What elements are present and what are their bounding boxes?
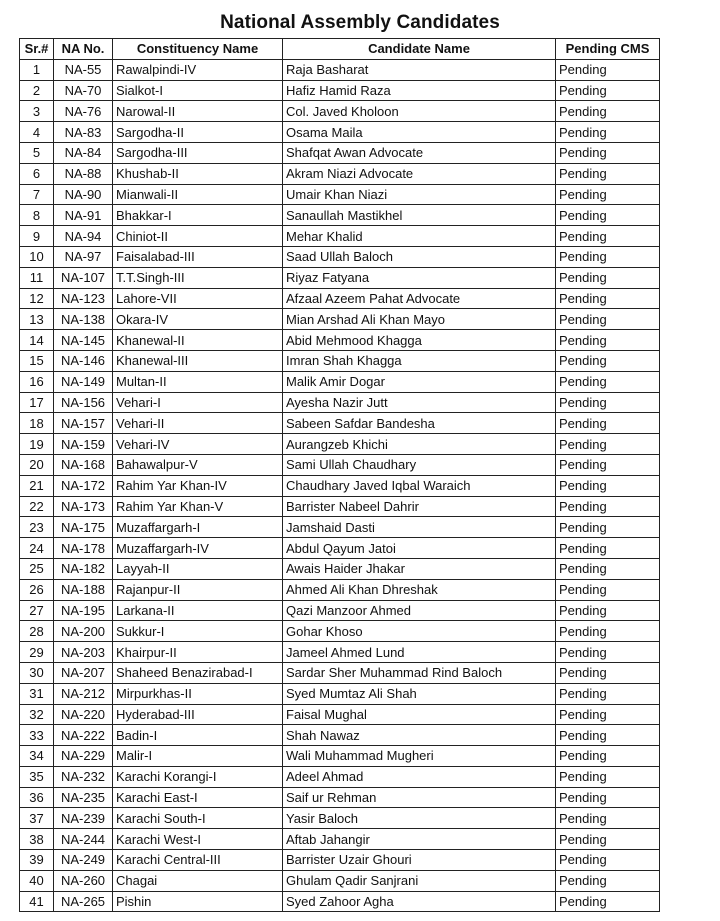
header-serial: Sr.# bbox=[20, 39, 54, 60]
cell-constituency: Okara-IV bbox=[113, 309, 283, 330]
cell-constituency: Mirpurkhas-II bbox=[113, 683, 283, 704]
cell-candidate: Akram Niazi Advocate bbox=[283, 163, 556, 184]
cell-na-no: NA-94 bbox=[54, 226, 113, 247]
cell-na-no: NA-178 bbox=[54, 538, 113, 559]
cell-constituency: Layyah-II bbox=[113, 558, 283, 579]
cell-constituency: Karachi Korangi-I bbox=[113, 766, 283, 787]
table-row bbox=[20, 59, 660, 80]
cell-serial: 33 bbox=[20, 725, 54, 746]
cell-pending-status: Pending bbox=[556, 350, 660, 371]
table-row bbox=[20, 142, 660, 163]
cell-na-no: NA-91 bbox=[54, 205, 113, 226]
cell-constituency: Narowal-II bbox=[113, 101, 283, 122]
cell-na-no: NA-168 bbox=[54, 454, 113, 475]
document-title: National Assembly Candidates bbox=[220, 12, 500, 33]
cell-constituency: Vehari-IV bbox=[113, 434, 283, 455]
cell-constituency: Khanewal-II bbox=[113, 330, 283, 351]
cell-constituency: Vehari-I bbox=[113, 392, 283, 413]
cell-constituency: Khushab-II bbox=[113, 163, 283, 184]
cell-candidate: Imran Shah Khagga bbox=[283, 350, 556, 371]
cell-pending-status: Pending bbox=[556, 787, 660, 808]
cell-serial: 38 bbox=[20, 829, 54, 850]
cell-pending-status: Pending bbox=[556, 870, 660, 891]
table-row bbox=[20, 496, 660, 517]
cell-candidate: Sabeen Safdar Bandesha bbox=[283, 413, 556, 434]
table-row bbox=[20, 267, 660, 288]
table-row bbox=[20, 80, 660, 101]
cell-serial: 3 bbox=[20, 101, 54, 122]
cell-serial: 35 bbox=[20, 766, 54, 787]
cell-pending-status: Pending bbox=[556, 538, 660, 559]
table-row bbox=[20, 454, 660, 475]
cell-candidate: Aftab Jahangir bbox=[283, 829, 556, 850]
cell-constituency: Rawalpindi-IV bbox=[113, 59, 283, 80]
cell-pending-status: Pending bbox=[556, 517, 660, 538]
table-row bbox=[20, 746, 660, 767]
cell-serial: 1 bbox=[20, 59, 54, 80]
cell-serial: 8 bbox=[20, 205, 54, 226]
cell-candidate: Saad Ullah Baloch bbox=[283, 246, 556, 267]
cell-serial: 26 bbox=[20, 579, 54, 600]
cell-na-no: NA-232 bbox=[54, 766, 113, 787]
cell-candidate: Barrister Nabeel Dahrir bbox=[283, 496, 556, 517]
cell-candidate: Shafqat Awan Advocate bbox=[283, 142, 556, 163]
cell-na-no: NA-149 bbox=[54, 371, 113, 392]
cell-serial: 34 bbox=[20, 746, 54, 767]
cell-pending-status: Pending bbox=[556, 59, 660, 80]
cell-na-no: NA-76 bbox=[54, 101, 113, 122]
cell-na-no: NA-203 bbox=[54, 642, 113, 663]
header-constituency: Constituency Name bbox=[113, 39, 283, 60]
table-row bbox=[20, 579, 660, 600]
cell-serial: 29 bbox=[20, 642, 54, 663]
cell-candidate: Abid Mehmood Khagga bbox=[283, 330, 556, 351]
cell-na-no: NA-260 bbox=[54, 870, 113, 891]
cell-serial: 17 bbox=[20, 392, 54, 413]
cell-na-no: NA-220 bbox=[54, 704, 113, 725]
cell-serial: 40 bbox=[20, 870, 54, 891]
cell-candidate: Malik Amir Dogar bbox=[283, 371, 556, 392]
cell-pending-status: Pending bbox=[556, 205, 660, 226]
cell-pending-status: Pending bbox=[556, 891, 660, 912]
cell-serial: 32 bbox=[20, 704, 54, 725]
table-row bbox=[20, 642, 660, 663]
cell-serial: 28 bbox=[20, 621, 54, 642]
cell-candidate: Gohar Khoso bbox=[283, 621, 556, 642]
cell-na-no: NA-145 bbox=[54, 330, 113, 351]
table-row bbox=[20, 392, 660, 413]
cell-na-no: NA-244 bbox=[54, 829, 113, 850]
cell-constituency: Bahawalpur-V bbox=[113, 454, 283, 475]
cell-na-no: NA-159 bbox=[54, 434, 113, 455]
cell-candidate: Mehar Khalid bbox=[283, 226, 556, 247]
cell-candidate: Sami Ullah Chaudhary bbox=[283, 454, 556, 475]
cell-candidate: Faisal Mughal bbox=[283, 704, 556, 725]
cell-serial: 24 bbox=[20, 538, 54, 559]
table-row bbox=[20, 350, 660, 371]
cell-pending-status: Pending bbox=[556, 683, 660, 704]
cell-pending-status: Pending bbox=[556, 142, 660, 163]
table-row bbox=[20, 434, 660, 455]
cell-na-no: NA-88 bbox=[54, 163, 113, 184]
cell-serial: 2 bbox=[20, 80, 54, 101]
cell-constituency: Rajanpur-II bbox=[113, 579, 283, 600]
cell-constituency: Rahim Yar Khan-IV bbox=[113, 475, 283, 496]
cell-serial: 19 bbox=[20, 434, 54, 455]
cell-constituency: Hyderabad-III bbox=[113, 704, 283, 725]
cell-na-no: NA-146 bbox=[54, 350, 113, 371]
cell-candidate: Jameel Ahmed Lund bbox=[283, 642, 556, 663]
cell-serial: 5 bbox=[20, 142, 54, 163]
cell-constituency: Muzaffargarh-IV bbox=[113, 538, 283, 559]
cell-constituency: Karachi Central-III bbox=[113, 850, 283, 871]
cell-candidate: Raja Basharat bbox=[283, 59, 556, 80]
table-row bbox=[20, 517, 660, 538]
table-row bbox=[20, 725, 660, 746]
cell-serial: 13 bbox=[20, 309, 54, 330]
cell-pending-status: Pending bbox=[556, 600, 660, 621]
table-row bbox=[20, 683, 660, 704]
cell-serial: 18 bbox=[20, 413, 54, 434]
cell-pending-status: Pending bbox=[556, 642, 660, 663]
cell-na-no: NA-156 bbox=[54, 392, 113, 413]
cell-constituency: Karachi West-I bbox=[113, 829, 283, 850]
cell-constituency: Rahim Yar Khan-V bbox=[113, 496, 283, 517]
cell-serial: 14 bbox=[20, 330, 54, 351]
cell-pending-status: Pending bbox=[556, 558, 660, 579]
table-row bbox=[20, 101, 660, 122]
cell-constituency: Mianwali-II bbox=[113, 184, 283, 205]
cell-pending-status: Pending bbox=[556, 267, 660, 288]
table-row bbox=[20, 850, 660, 871]
table-row bbox=[20, 226, 660, 247]
cell-pending-status: Pending bbox=[556, 579, 660, 600]
cell-candidate: Jamshaid Dasti bbox=[283, 517, 556, 538]
table-row bbox=[20, 371, 660, 392]
table-body bbox=[20, 59, 660, 912]
cell-pending-status: Pending bbox=[556, 392, 660, 413]
cell-pending-status: Pending bbox=[556, 829, 660, 850]
cell-serial: 16 bbox=[20, 371, 54, 392]
cell-na-no: NA-55 bbox=[54, 59, 113, 80]
cell-pending-status: Pending bbox=[556, 850, 660, 871]
cell-constituency: Multan-II bbox=[113, 371, 283, 392]
cell-constituency: Khairpur-II bbox=[113, 642, 283, 663]
cell-serial: 4 bbox=[20, 122, 54, 143]
cell-candidate: Sardar Sher Muhammad Rind Baloch bbox=[283, 662, 556, 683]
candidates-table bbox=[19, 38, 660, 912]
cell-na-no: NA-188 bbox=[54, 579, 113, 600]
table-row bbox=[20, 246, 660, 267]
cell-na-no: NA-229 bbox=[54, 746, 113, 767]
cell-constituency: Sialkot-I bbox=[113, 80, 283, 101]
cell-pending-status: Pending bbox=[556, 101, 660, 122]
cell-serial: 7 bbox=[20, 184, 54, 205]
cell-na-no: NA-157 bbox=[54, 413, 113, 434]
cell-candidate: Ayesha Nazir Jutt bbox=[283, 392, 556, 413]
cell-pending-status: Pending bbox=[556, 746, 660, 767]
cell-na-no: NA-84 bbox=[54, 142, 113, 163]
cell-serial: 27 bbox=[20, 600, 54, 621]
table-row bbox=[20, 558, 660, 579]
cell-constituency: Sargodha-III bbox=[113, 142, 283, 163]
table-row bbox=[20, 288, 660, 309]
cell-pending-status: Pending bbox=[556, 808, 660, 829]
table-row bbox=[20, 829, 660, 850]
cell-constituency: Khanewal-III bbox=[113, 350, 283, 371]
table-row bbox=[20, 808, 660, 829]
table-row bbox=[20, 330, 660, 351]
table-row bbox=[20, 475, 660, 496]
cell-candidate: Syed Zahoor Agha bbox=[283, 891, 556, 912]
cell-constituency: Faisalabad-III bbox=[113, 246, 283, 267]
table-header-row bbox=[20, 39, 660, 60]
cell-serial: 23 bbox=[20, 517, 54, 538]
table-row bbox=[20, 600, 660, 621]
cell-candidate: Osama Maila bbox=[283, 122, 556, 143]
cell-serial: 15 bbox=[20, 350, 54, 371]
table-row bbox=[20, 309, 660, 330]
cell-serial: 6 bbox=[20, 163, 54, 184]
cell-na-no: NA-107 bbox=[54, 267, 113, 288]
table-row bbox=[20, 891, 660, 912]
cell-pending-status: Pending bbox=[556, 496, 660, 517]
cell-constituency: Chagai bbox=[113, 870, 283, 891]
cell-constituency: Shaheed Benazirabad-I bbox=[113, 662, 283, 683]
cell-na-no: NA-83 bbox=[54, 122, 113, 143]
cell-constituency: Bhakkar-I bbox=[113, 205, 283, 226]
cell-constituency: Chiniot-II bbox=[113, 226, 283, 247]
cell-na-no: NA-138 bbox=[54, 309, 113, 330]
table-row bbox=[20, 766, 660, 787]
cell-na-no: NA-222 bbox=[54, 725, 113, 746]
cell-pending-status: Pending bbox=[556, 704, 660, 725]
header-na-no: NA No. bbox=[54, 39, 113, 60]
cell-constituency: Badin-I bbox=[113, 725, 283, 746]
table-row bbox=[20, 704, 660, 725]
cell-pending-status: Pending bbox=[556, 434, 660, 455]
cell-serial: 41 bbox=[20, 891, 54, 912]
cell-na-no: NA-195 bbox=[54, 600, 113, 621]
cell-pending-status: Pending bbox=[556, 122, 660, 143]
cell-candidate: Saif ur Rehman bbox=[283, 787, 556, 808]
cell-serial: 12 bbox=[20, 288, 54, 309]
cell-na-no: NA-173 bbox=[54, 496, 113, 517]
cell-pending-status: Pending bbox=[556, 371, 660, 392]
cell-candidate: Hafiz Hamid Raza bbox=[283, 80, 556, 101]
cell-candidate: Riyaz Fatyana bbox=[283, 267, 556, 288]
cell-candidate: Ahmed Ali Khan Dhreshak bbox=[283, 579, 556, 600]
cell-candidate: Ghulam Qadir Sanjrani bbox=[283, 870, 556, 891]
cell-na-no: NA-70 bbox=[54, 80, 113, 101]
header-pending-cms: Pending CMS bbox=[556, 39, 660, 60]
cell-serial: 22 bbox=[20, 496, 54, 517]
table-row bbox=[20, 787, 660, 808]
table-row bbox=[20, 538, 660, 559]
cell-candidate: Yasir Baloch bbox=[283, 808, 556, 829]
cell-constituency: Sukkur-I bbox=[113, 621, 283, 642]
cell-pending-status: Pending bbox=[556, 454, 660, 475]
cell-pending-status: Pending bbox=[556, 725, 660, 746]
cell-candidate: Qazi Manzoor Ahmed bbox=[283, 600, 556, 621]
cell-pending-status: Pending bbox=[556, 246, 660, 267]
cell-constituency: T.T.Singh-III bbox=[113, 267, 283, 288]
cell-na-no: NA-239 bbox=[54, 808, 113, 829]
cell-pending-status: Pending bbox=[556, 226, 660, 247]
cell-na-no: NA-182 bbox=[54, 558, 113, 579]
cell-serial: 39 bbox=[20, 850, 54, 871]
cell-serial: 31 bbox=[20, 683, 54, 704]
cell-serial: 25 bbox=[20, 558, 54, 579]
cell-candidate: Shah Nawaz bbox=[283, 725, 556, 746]
cell-candidate: Syed Mumtaz Ali Shah bbox=[283, 683, 556, 704]
cell-na-no: NA-235 bbox=[54, 787, 113, 808]
cell-serial: 10 bbox=[20, 246, 54, 267]
cell-pending-status: Pending bbox=[556, 80, 660, 101]
cell-na-no: NA-212 bbox=[54, 683, 113, 704]
cell-na-no: NA-200 bbox=[54, 621, 113, 642]
cell-candidate: Umair Khan Niazi bbox=[283, 184, 556, 205]
cell-constituency: Karachi East-I bbox=[113, 787, 283, 808]
cell-na-no: NA-97 bbox=[54, 246, 113, 267]
cell-constituency: Malir-I bbox=[113, 746, 283, 767]
table-row bbox=[20, 122, 660, 143]
cell-pending-status: Pending bbox=[556, 475, 660, 496]
cell-constituency: Sargodha-II bbox=[113, 122, 283, 143]
cell-candidate: Adeel Ahmad bbox=[283, 766, 556, 787]
table-row bbox=[20, 163, 660, 184]
table-row bbox=[20, 621, 660, 642]
cell-pending-status: Pending bbox=[556, 330, 660, 351]
cell-constituency: Muzaffargarh-I bbox=[113, 517, 283, 538]
cell-candidate: Abdul Qayum Jatoi bbox=[283, 538, 556, 559]
table-row bbox=[20, 413, 660, 434]
cell-candidate: Mian Arshad Ali Khan Mayo bbox=[283, 309, 556, 330]
cell-candidate: Chaudhary Javed Iqbal Waraich bbox=[283, 475, 556, 496]
cell-constituency: Larkana-II bbox=[113, 600, 283, 621]
cell-serial: 11 bbox=[20, 267, 54, 288]
cell-pending-status: Pending bbox=[556, 163, 660, 184]
cell-serial: 30 bbox=[20, 662, 54, 683]
cell-candidate: Aurangzeb Khichi bbox=[283, 434, 556, 455]
cell-serial: 21 bbox=[20, 475, 54, 496]
cell-na-no: NA-207 bbox=[54, 662, 113, 683]
table-row bbox=[20, 184, 660, 205]
header-candidate: Candidate Name bbox=[283, 39, 556, 60]
cell-pending-status: Pending bbox=[556, 413, 660, 434]
table-row bbox=[20, 205, 660, 226]
cell-pending-status: Pending bbox=[556, 662, 660, 683]
cell-serial: 20 bbox=[20, 454, 54, 475]
cell-na-no: NA-249 bbox=[54, 850, 113, 871]
cell-candidate: Afzaal Azeem Pahat Advocate bbox=[283, 288, 556, 309]
cell-constituency: Vehari-II bbox=[113, 413, 283, 434]
cell-candidate: Col. Javed Kholoon bbox=[283, 101, 556, 122]
cell-pending-status: Pending bbox=[556, 766, 660, 787]
cell-constituency: Karachi South-I bbox=[113, 808, 283, 829]
cell-na-no: NA-175 bbox=[54, 517, 113, 538]
table-row bbox=[20, 870, 660, 891]
cell-candidate: Barrister Uzair Ghouri bbox=[283, 850, 556, 871]
cell-serial: 37 bbox=[20, 808, 54, 829]
cell-pending-status: Pending bbox=[556, 309, 660, 330]
cell-serial: 36 bbox=[20, 787, 54, 808]
cell-candidate: Sanaullah Mastikhel bbox=[283, 205, 556, 226]
cell-candidate: Wali Muhammad Mugheri bbox=[283, 746, 556, 767]
cell-na-no: NA-172 bbox=[54, 475, 113, 496]
cell-serial: 9 bbox=[20, 226, 54, 247]
cell-na-no: NA-123 bbox=[54, 288, 113, 309]
cell-na-no: NA-90 bbox=[54, 184, 113, 205]
cell-constituency: Lahore-VII bbox=[113, 288, 283, 309]
cell-pending-status: Pending bbox=[556, 288, 660, 309]
table-row bbox=[20, 662, 660, 683]
cell-pending-status: Pending bbox=[556, 621, 660, 642]
cell-na-no: NA-265 bbox=[54, 891, 113, 912]
cell-pending-status: Pending bbox=[556, 184, 660, 205]
cell-constituency: Pishin bbox=[113, 891, 283, 912]
cell-candidate: Awais Haider Jhakar bbox=[283, 558, 556, 579]
